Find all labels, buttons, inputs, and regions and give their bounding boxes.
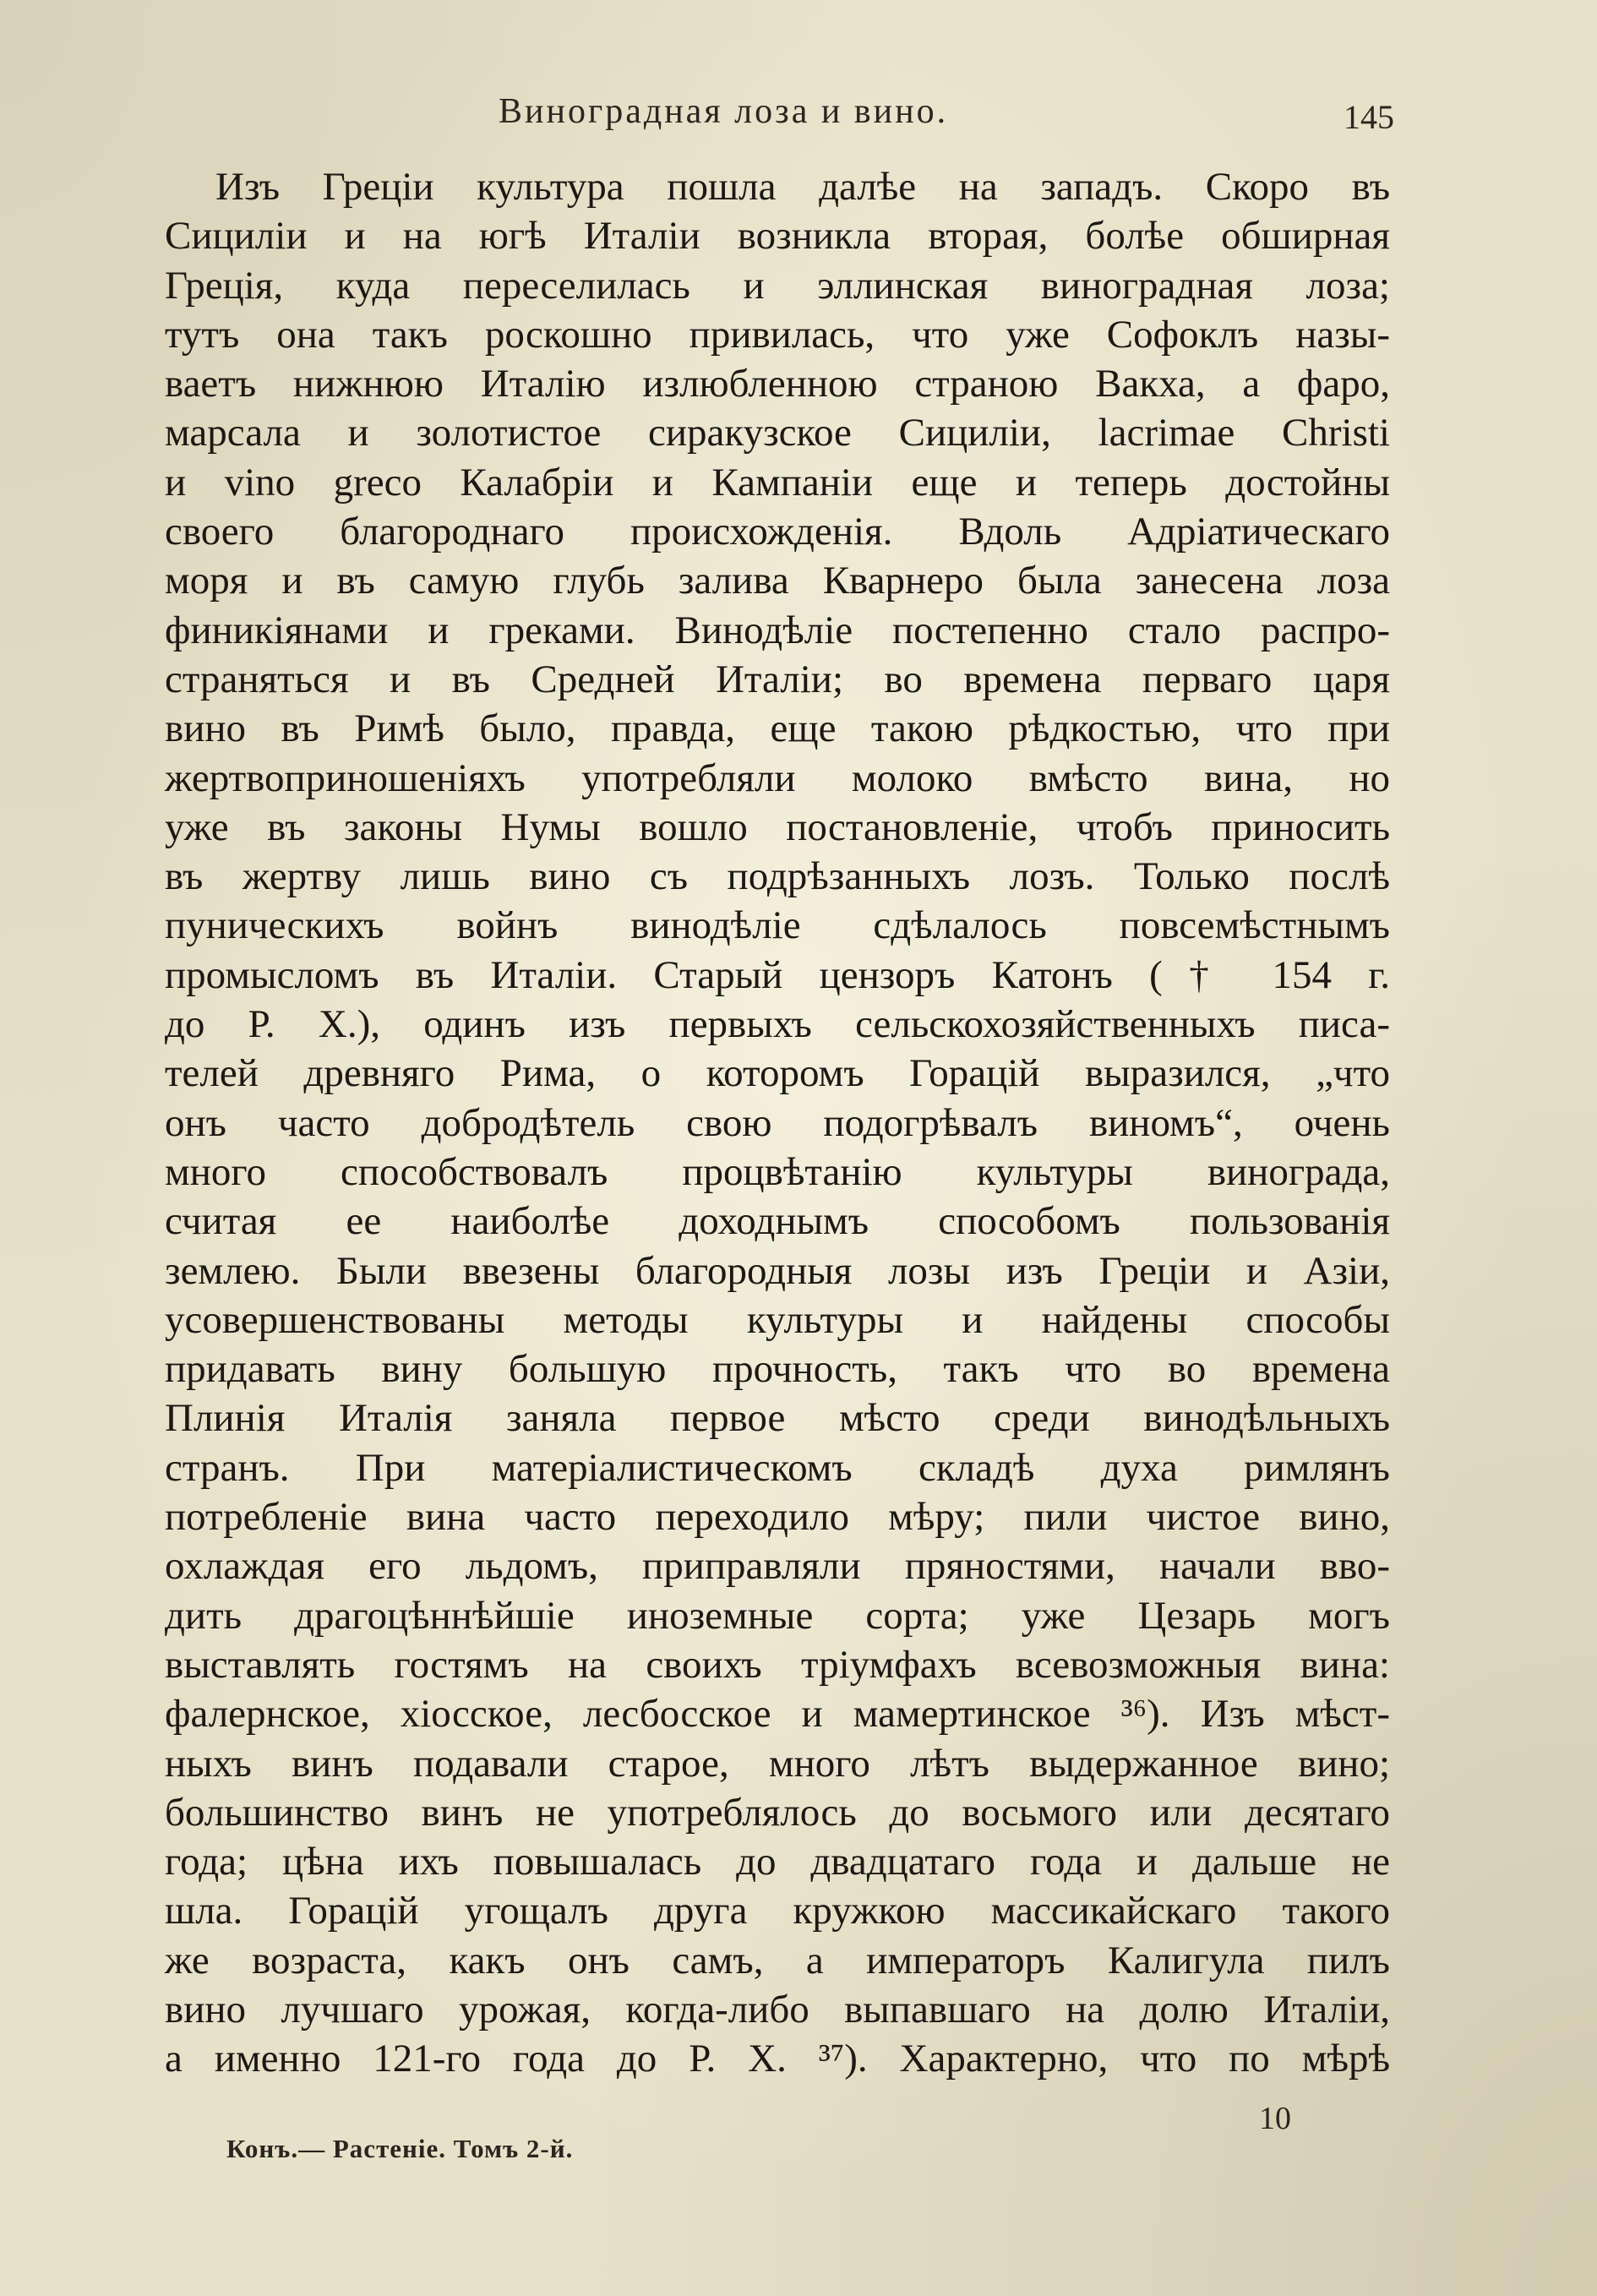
text-line: вино лучшаго урожая, когда-либо выпавшаго на долю Италіи, [165, 1987, 1390, 2031]
text-line: вино въ Римѣ было, правда, еще такою рѣдкостью, что при [165, 706, 1390, 751]
text-line: Плинія Италія заняла первое мѣсто среди винодѣльныхъ [165, 1396, 1390, 1441]
body-text [165, 162, 1390, 2084]
text-line: ваетъ нижнюю Италію излюбленною страною Вакха, а фаро, [165, 362, 1390, 406]
text-line: въ жертву лишь вино съ подрѣзанныхъ лозъ. Только послѣ [165, 854, 1390, 899]
text-line: своего благороднаго происхожденія. Вдоль Адріатическаго [165, 510, 1390, 554]
text-line: жертвоприношеніяхъ употребляли молоко вмѣсто вина, но [165, 755, 1390, 800]
text-line: усовершенствованы методы культуры и найдены способы [165, 1297, 1390, 1342]
text-line: выставлять гостямъ на своихъ тріумфахъ всевозможныя вина: [165, 1642, 1390, 1687]
page-number: 145 [1344, 98, 1394, 136]
text-line: шла. Горацій угощалъ друга кружкою массикайскаго такого [165, 1889, 1390, 1933]
text-line: телей древняго Рима, о которомъ Горацій выразился, „что [165, 1051, 1390, 1096]
text-line: потребленіе вина часто переходило мѣру; пили чистое вино, [165, 1495, 1390, 1540]
text-line: пуническихъ войнъ винодѣліе сдѣлалось повсемѣстнымъ [165, 903, 1390, 948]
text-line: года; цѣна ихъ повышалась до двадцатаго года и дальше не [165, 1840, 1390, 1884]
sheet-signature-number: 10 [1259, 2101, 1291, 2136]
text-line: и vino greco Калабріи и Кампаніи еще и теперь достойны [165, 460, 1390, 504]
text-line: онъ часто добродѣтель свою подогрѣвалъ виномъ“, очень [165, 1100, 1390, 1145]
text-line: Изъ Греціи культура пошла далѣе на западъ. Скоро въ [215, 165, 1390, 209]
text-line: Сициліи и на югѣ Италіи возникла вторая, болѣе обширная [165, 214, 1390, 259]
text-line: большинство винъ не употреблялось до восьмого или десятаго [165, 1790, 1390, 1835]
text-line: же возраста, какъ онъ самъ, а императоръ Калигула пилъ [165, 1938, 1390, 1982]
text-line: считая ее наиболѣе доходнымъ способомъ пользованія [165, 1199, 1390, 1244]
text-line: Грецiя, куда переселилась и эллинская виноградная лоза; [165, 263, 1390, 308]
text-line: до Р. Х.), одинъ изъ первыхъ сельскохозяйственныхъ писа- [165, 1002, 1390, 1047]
text-line: уже въ законы Нумы вошло постановленіе, чтобъ приносить [165, 804, 1390, 849]
text-line: а именно 121-го года до Р. Х. ³⁷). Характерно, что по мѣрѣ [165, 2037, 1390, 2081]
text-line: ныхъ винъ подавали старое, много лѣтъ выдержанное вино; [165, 1741, 1390, 1786]
running-title: Виноградная лоза и вино. [499, 92, 949, 131]
text-line: охлаждая его льдомъ, приправляли пряностями, начали вво- [165, 1544, 1390, 1589]
text-line: страняться и въ Средней Италіи; во времена перваго царя [165, 657, 1390, 701]
text-line: землею. Были ввезены благородныя лозы изъ Греціи и Азіи, [165, 1248, 1390, 1293]
text-line: тутъ она такъ роскошно привилась, что уже Софоклъ назы- [165, 312, 1390, 357]
text-line: моря и въ самую глубь залива Кварнеро была занесена лоза [165, 559, 1390, 603]
text-line: финикіянами и греками. Винодѣліе постепенно стало распро- [165, 608, 1390, 652]
text-line: придавать вину большую прочность, такъ что во времена [165, 1347, 1390, 1392]
text-line: промысломъ въ Италіи. Старый цензоръ Катонъ († 154 г. [165, 952, 1390, 997]
footer-imprint: Конъ.— Растеніе. Томъ 2-й. [226, 2134, 574, 2163]
text-line: странъ. При матеріалистическомъ складѣ духа римлянъ [165, 1445, 1390, 1490]
text-line: фалернское, хіосское, лесбосское и мамертинское ³⁶). Изъ мѣст- [165, 1692, 1390, 1737]
text-line: марсала и золотистое сиракузское Сициліи, lacrimae Christi [165, 411, 1390, 455]
text-line: дить драгоцѣннѣйшіе иноземные сорта; уже Цезарь могъ [165, 1593, 1390, 1638]
text-line: много способствовалъ процвѣтанію культуры винограда, [165, 1149, 1390, 1194]
